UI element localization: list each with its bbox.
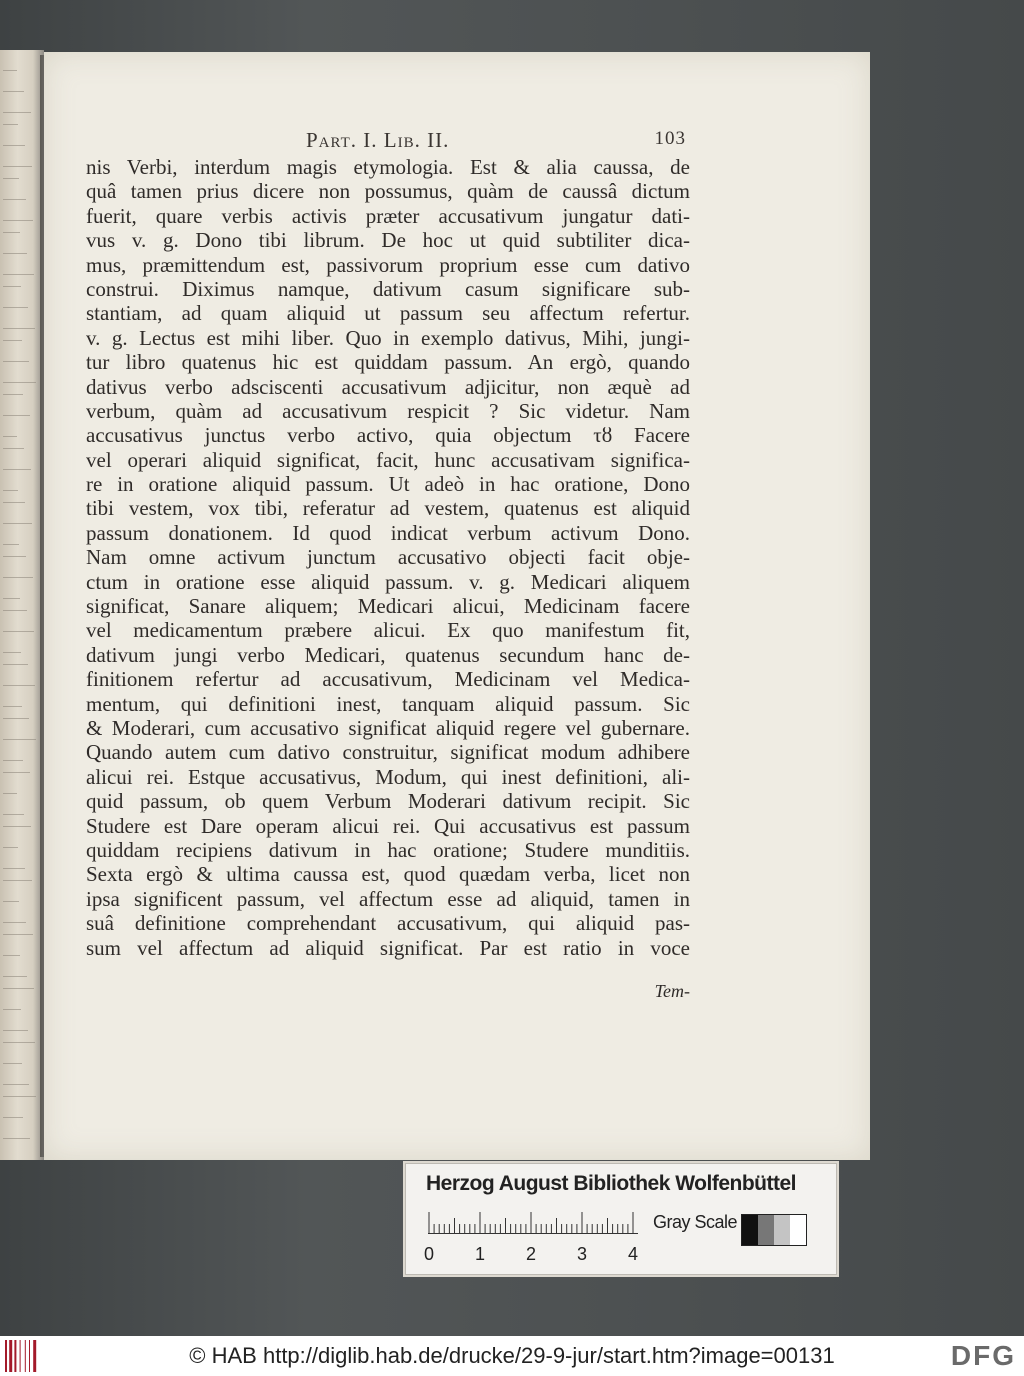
edge-page-line — [3, 436, 17, 437]
edge-page-line — [3, 1096, 36, 1097]
gray-scale-label: Gray Scale — [653, 1212, 738, 1232]
edge-page-line — [3, 922, 26, 923]
library-name: Herzog August Bibliothek Wolfenbüttel — [426, 1172, 796, 1195]
edge-page-line — [3, 124, 18, 125]
edge-page-line — [3, 880, 32, 881]
text-line: stantiam, ad quam aliquid ut passum seu affectum refertur. — [86, 301, 690, 326]
edge-page-line — [3, 718, 29, 719]
edge-page-line — [3, 448, 24, 449]
edge-page-line — [3, 934, 33, 935]
edge-page-line — [3, 340, 22, 341]
text-line: finitionem refertur ad accusativum, Medicinam vel Medica- — [86, 667, 690, 692]
edge-page-line — [3, 988, 34, 989]
text-line: Sexta ergò & ultima caussa est, quod quædam verba, licet non — [86, 862, 690, 887]
edge-page-line — [3, 382, 36, 383]
edge-page-line — [3, 868, 25, 869]
footer-url[interactable]: © HAB http://diglib.hab.de/drucke/29-9-jur/start.htm?image=00131 — [189, 1343, 835, 1368]
text-line: ipsa significent passum, vel affectum esse ad aliquid, tamen in — [86, 886, 690, 911]
color-chart — [405, 1163, 837, 1275]
text-line: dativum jungi verbo Medicari, quatenus secundum hanc de- — [86, 642, 690, 667]
edge-page-line — [3, 739, 36, 740]
catchword: Tem- — [654, 981, 690, 1001]
text-line: vel medicamentum præbere alicui. Ex quo manifestum fit, — [86, 618, 690, 643]
edge-page-line — [3, 178, 19, 179]
text-line: nis Verbi, interdum magis etymologia. Est & alia caussa, de — [86, 155, 690, 179]
edge-page-line — [3, 286, 21, 287]
edge-page-line — [3, 1084, 29, 1085]
gray-scale-swatches — [741, 1214, 807, 1246]
edge-page-line — [3, 631, 34, 632]
edge-page-line — [3, 1063, 22, 1064]
ruler-number: 2 — [526, 1244, 537, 1264]
text-line: verbum, quàm ad accusativum respicit ? Sic videtur. Nam — [86, 398, 690, 423]
gray-swatch — [758, 1215, 774, 1245]
edge-page-line — [3, 760, 23, 761]
text-block — [86, 155, 690, 960]
text-line: significat, Sanare aliquem; Medicari alicui, Medicinam facere — [86, 594, 690, 619]
edge-page-line — [3, 577, 33, 578]
ruler-number: 1 — [475, 1244, 486, 1264]
text-line: mus, præmittendum est, passivorum proprium esse cum dativo — [86, 252, 690, 277]
text-line: quid passum, ob quem Verbum Moderari dativum recipit. Sic — [86, 789, 690, 814]
book-edge — [0, 50, 44, 1160]
ruler-scale — [428, 1212, 638, 1234]
text-line: v. g. Lectus est mihi liber. Quo in exemplo dativus, Mihi, jungi- — [86, 325, 690, 350]
gray-swatch — [774, 1215, 790, 1245]
text-line: tibi vestem, vox tibi, referatur ad vestem, quatenus est aliquid — [86, 496, 690, 521]
edge-page-line — [3, 274, 34, 275]
edge-page-line — [3, 145, 25, 146]
edge-page-line — [3, 706, 22, 707]
text-line: Studere est Dare operam alicui rei. Qui accusativus est passum — [86, 813, 690, 838]
edge-page-line — [3, 826, 31, 827]
text-line: construi. Diximus namque, dativum casum significare sub- — [86, 276, 690, 301]
edge-page-line — [3, 253, 27, 254]
ruler-numbers — [424, 1244, 654, 1266]
text-line: mentum, qui definitioni inest, tanquam aliquid passum. Sic — [86, 691, 690, 716]
ruler-number: 4 — [628, 1244, 639, 1264]
text-line: quâ tamen prius dicere non possumus, quàm de caussâ dictum — [86, 179, 690, 204]
edge-page-line — [3, 664, 28, 665]
edge-page-line — [3, 976, 27, 977]
edge-page-line — [3, 307, 28, 308]
text-line: sum vel affectum ad aliquid significat. Par est ratio in voce — [86, 935, 690, 960]
text-line: Quando autem cum dativo construitur, significat modum adhibere — [86, 740, 690, 765]
edge-page-line — [3, 772, 30, 773]
edge-page-line — [3, 91, 24, 92]
edge-page-line — [3, 1042, 35, 1043]
text-line: re in oratione aliquid passum. Ut adeò in hac oratione, Dono — [86, 472, 690, 497]
page-number: 103 — [654, 128, 686, 149]
edge-page-line — [3, 112, 31, 113]
text-line: alicui rei. Estque accusativus, Modum, qui inest definitioni, ali- — [86, 764, 690, 789]
edge-page-line — [3, 415, 30, 416]
text-line: fuerit, quare verbis activis præter accusativum jungatur dati- — [86, 203, 690, 228]
edge-page-line — [3, 847, 18, 848]
edge-page-line — [3, 1117, 23, 1118]
text-line: & Moderari, cum accusativo significat aliquid regere vel gubernare. — [86, 715, 690, 740]
edge-page-line — [3, 490, 18, 491]
dfg-logo: DFG — [950, 1340, 1016, 1371]
gray-swatch — [790, 1215, 806, 1245]
edge-page-line — [3, 544, 19, 545]
gray-swatch — [742, 1215, 758, 1245]
edge-page-line — [3, 469, 31, 470]
edge-page-line — [3, 232, 20, 233]
text-line: ctum in oratione esse aliquid passum. v. g. Medicari aliquem — [86, 569, 690, 594]
running-title: Part. I. Lib. II. — [306, 128, 450, 152]
edge-page-line — [3, 328, 35, 329]
edge-page-line — [3, 394, 23, 395]
text-line: dativus verbo adsciscenti accusativum adjicitur, non æquè ad — [86, 374, 690, 399]
edge-page-line — [3, 814, 24, 815]
edge-page-line — [3, 1030, 28, 1031]
text-line: suâ definitione comprehendant accusativum, qui aliquid pas- — [86, 911, 690, 936]
edge-page-line — [3, 652, 21, 653]
text-line: tur libro quatenus hic est quiddam passum. An ergò, quando — [86, 350, 690, 375]
edge-page-line — [3, 1009, 21, 1010]
text-line: vus v. g. Dono tibi librum. De hoc ut quid subtiliter dica- — [86, 228, 690, 253]
edge-page-line — [3, 556, 26, 557]
text-line: vel operari aliquid significat, facit, hunc accusativam significa- — [86, 447, 690, 472]
text-line: passum donationem. Id quod indicat verbum activum Dono. — [86, 520, 690, 545]
page-header — [306, 128, 686, 154]
edge-page-line — [3, 70, 17, 71]
edge-page-line — [3, 685, 35, 686]
edge-page-line — [3, 166, 32, 167]
ruler-number: 0 — [424, 1244, 435, 1264]
footer-bar — [0, 1336, 1024, 1376]
edge-page-line — [3, 598, 20, 599]
edge-page-line — [3, 955, 20, 956]
edge-page-line — [3, 502, 25, 503]
text-line: Nam omne activum junctum accusativo objecti facit obje- — [86, 545, 690, 570]
edge-page-line — [3, 220, 33, 221]
text-line: accusativus junctus verbo activo, quia objectum τȣ Facere — [86, 423, 690, 448]
edge-page-line — [3, 901, 19, 902]
edge-page-line — [3, 793, 17, 794]
text-line: quiddam recipiens dativum in hac oratione; Studere munditiis. — [86, 837, 690, 862]
edge-page-line — [3, 1138, 30, 1139]
ruler-number: 3 — [577, 1244, 588, 1264]
edge-page-line — [3, 610, 27, 611]
edge-page-line — [3, 361, 29, 362]
edge-page-line — [3, 523, 32, 524]
edge-page-line — [3, 199, 26, 200]
